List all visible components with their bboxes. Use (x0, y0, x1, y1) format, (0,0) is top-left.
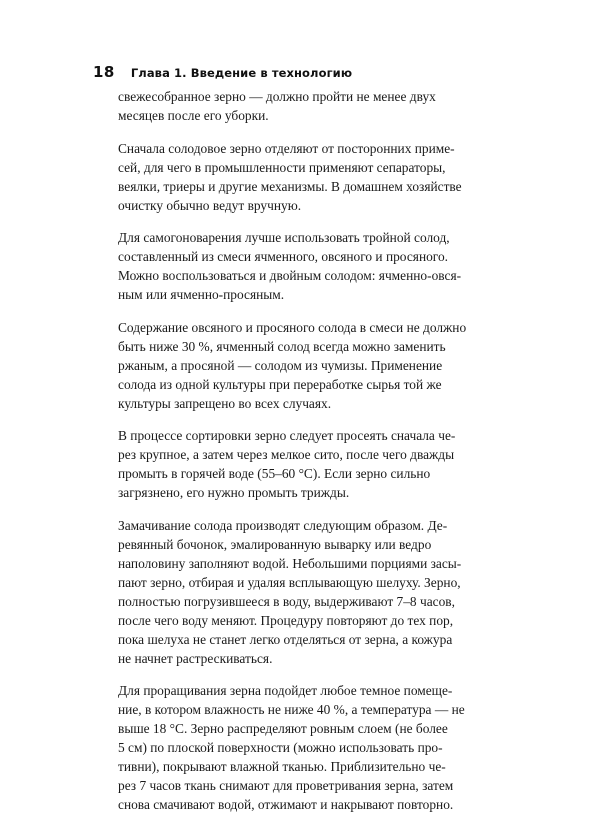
text-line: загрязнено, его нужно промыть трижды. (118, 485, 350, 500)
text-line: солода из одной культуры при переработке сырья той же (118, 376, 442, 392)
text-line: полностью погрузившееся в воду, выдерживают 7–8 часов, (118, 593, 455, 609)
paragraph (118, 516, 496, 668)
paragraph (118, 228, 496, 304)
text-line: составленный из смеси ячменного, овсяного и просяного. (118, 249, 449, 264)
paragraph (118, 681, 496, 814)
text-line: быть ниже 30 %, ячменный солод всегда можно заменить (118, 338, 446, 354)
running-head (93, 63, 352, 81)
text-line: снова смачивают водой, отжимают и накрывают повторно. (118, 797, 454, 812)
text-line: сей, для чего в промышленности применяют сепараторы, (118, 159, 446, 175)
text-line: пока шелуха не станет легко отделяться от зерна, а кожура (118, 631, 453, 647)
text-line: Для самогоноварения лучше использовать тройной солод, (118, 230, 450, 245)
text-line: очистку обычно ведут вручную. (118, 197, 302, 213)
text-line: Замачивание солода производят следующим образом. Де- (118, 517, 448, 533)
paragraph (118, 426, 496, 502)
text-line: ревянный бочонок, эмалированную выварку или ведро (118, 536, 432, 552)
chapter-title: Глава 1. Введение в технологию (130, 66, 353, 80)
text-line: В процессе сортировки зерно следует просеять сначала че- (118, 428, 456, 443)
text-line: ние, в котором влажность не ниже 40 %, а температура — не (118, 702, 465, 717)
text-line: не начнет растрескиваться. (118, 650, 273, 666)
text-line: Можно воспользоваться и двойным солодом: ячменно-овся- (118, 268, 462, 283)
text-line: ным или ячменно-просяным. (118, 287, 285, 302)
page-number: 18 (93, 63, 115, 81)
text-line: культуры запрещено во всех случаях. (118, 395, 332, 411)
text-line: после чего воду меняют. Процедуру повторяют до тех пор, (118, 612, 454, 628)
text-line: свежесобранное зерно — должно пройти не менее двух (118, 89, 436, 104)
text-line: Для проращивания зерна подойдет любое темное помеще- (118, 683, 453, 698)
text-line: рез крупное, а затем через мелкое сито, после чего дважды (118, 447, 455, 462)
text-line: 5 см) по плоской поверхности (можно использовать про- (118, 740, 443, 755)
text-line: тивни), покрывают влажной тканью. Приблизительно че- (118, 759, 446, 774)
text-line: выше 18 °С. Зерно распределяют ровным слоем (не более (118, 721, 448, 736)
text-line: Содержание овсяного и просяного солода в смеси не должно (118, 319, 467, 335)
text-line: рез 7 часов ткань снимают для проветривания зерна, затем (118, 778, 454, 793)
text-line: ржаным, а просяной — солодом из чумизы. Применение (118, 357, 443, 373)
paragraph (118, 318, 496, 413)
paragraph (118, 87, 496, 125)
text-line: месяцев после его уборки. (118, 108, 269, 123)
paragraph (118, 139, 496, 215)
text-line: промыть в горячей воде (55–60 °С). Если зерно сильно (118, 466, 431, 481)
text-line: наполовину заполняют водой. Небольшими порциями засы- (118, 555, 462, 571)
text-line: Сначала солодовое зерно отделяют от посторонних приме- (118, 140, 455, 156)
body-text (118, 87, 496, 828)
text-line: пают зерно, отбирая и удаляя всплывающую шелуху. Зерно, (118, 574, 461, 590)
text-line: веялки, триеры и другие механизмы. В домашнем хозяйстве (118, 178, 462, 194)
